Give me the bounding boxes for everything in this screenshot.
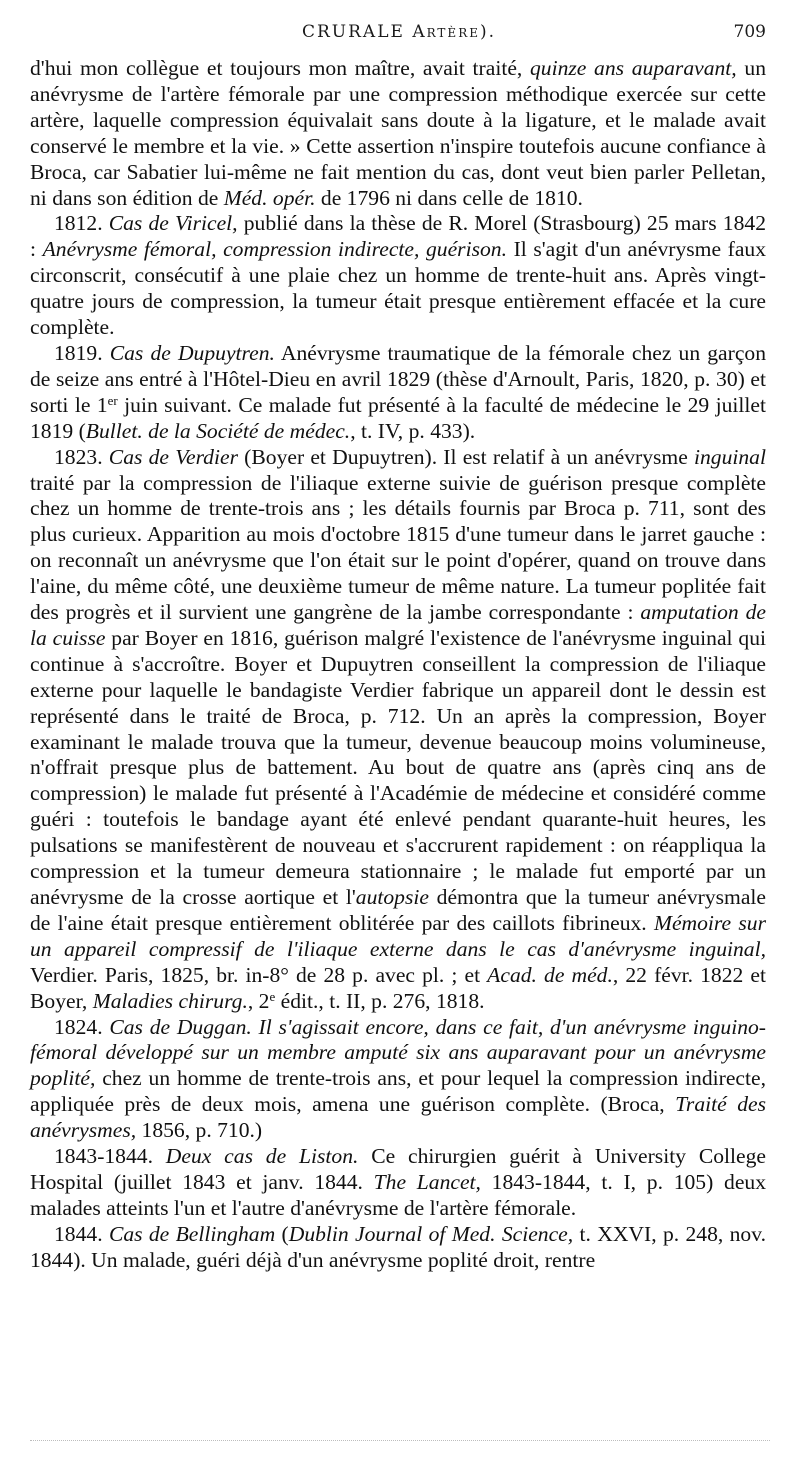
text-segment: 1812. xyxy=(54,211,109,236)
text-segment: chez un homme de trente-trois ans, et pour lequel la compression indirecte, appliquée près de deux mois, amena une guérison complète. (Broca, xyxy=(30,1066,766,1117)
paragraph-p2 xyxy=(30,341,766,445)
body-text xyxy=(30,56,766,1274)
text-segment: Deux cas de Liston. xyxy=(165,1144,359,1169)
text-segment: Anévrysme fémoral, compression indirecte, guérison. xyxy=(42,237,507,262)
text-segment: (Boyer et Dupuytren). Il est relatif à un anévrysme xyxy=(237,444,694,469)
text-segment: Mémoire sur un appareil compressif de l'iliaque externe dans le cas d'anévrysme inguinal, xyxy=(30,910,766,961)
text-segment: de 1796 ni dans celle de 1810. xyxy=(315,185,583,210)
text-segment: ( xyxy=(275,1221,289,1246)
text-segment: quinze ans auparavant, xyxy=(530,56,737,80)
text-segment: Ce chirurgien guérit à University College Hospital (juillet 1843 et janv. 1844. xyxy=(30,1144,766,1194)
text-segment: 1856, p. 710.) xyxy=(136,1118,263,1143)
text-segment: amputation de la cuisse xyxy=(30,600,766,650)
running-title-sub: Artère). xyxy=(412,22,497,42)
paragraph-p5 xyxy=(30,1144,766,1222)
text-segment: t. XXVI, p. 248, nov. 1844). Un malade, guéri déjà d'un anévrysme poplité droit, rentre xyxy=(30,1221,767,1272)
text-segment: par Boyer en 1816, guérison malgré l'existence de l'anévrysme inguinal qui continue à s'accroître. Boyer et Dupuytren conseillent la compression de l'iliaque externe pour laquelle le bandagiste Verdier fabrique un appareil dont le dessin est représenté dans le traité de Broca, p. 712. Un an après la compression, Boyer examinant le malade trouva que la tumeur, devenue beaucoup moins volumineuse, n'offrait presque plus de battement. Au bout de quatre ans (après cinq ans de compression) le malade fut présenté à l'Académie de médecine et considéré comme guéri : toutefois le bandage ayant été enlevé pendant quarante-huit heures, les pulsations se manifestèrent de nouveau et s'accrurent rapidement : on réappliqua la compression et la tumeur demeura stationnaire ; le malade fut emporté par un anévrysme de la crosse aortique et l' xyxy=(30,625,766,909)
text-segment: autopsie xyxy=(355,885,429,909)
text-segment: Bullet. de la Société de médec. xyxy=(85,418,351,443)
text-segment: Traité des anévrysmes, xyxy=(30,1092,766,1143)
bottom-scan-artifact xyxy=(30,1440,770,1445)
text-segment: Cas de Dupuytren. xyxy=(109,340,275,365)
text-segment: , 2 xyxy=(247,988,270,1013)
paragraph-p0 xyxy=(30,56,766,211)
text-segment: Verdier. Paris, 1825, br. in-8° de 28 p. avec pl. ; et xyxy=(30,962,488,987)
text-segment: Cas de Verdier xyxy=(108,444,238,469)
text-segment: Anévrysme traumatique de la fémorale chez un garçon de seize ans entré à l'Hôtel-Dieu en avril 1829 (thèse d'Arnoult, Paris, 1820, p. 30) et sorti le 1 xyxy=(30,340,767,417)
text-segment: Cas de Duggan. Il s'agissait encore, dans ce fait, d'un anévrysme inguino-fémoral développé sur un membre amputé six ans auparavant pour un anévrysme poplité, xyxy=(30,1014,766,1091)
text-segment: 1819. xyxy=(54,340,110,365)
page-number: 709 xyxy=(733,22,766,42)
text-segment: Méd. opér. xyxy=(223,185,316,210)
text-segment: publié dans la thèse de R. Morel (Strasbourg) 25 mars 1842 : xyxy=(30,211,766,262)
text-segment: Cas de Bellingham xyxy=(108,1221,276,1246)
paragraph-p3 xyxy=(30,445,766,1015)
paragraph-p6 xyxy=(30,1222,766,1274)
text-segment: inguinal xyxy=(694,444,766,469)
text-segment: Maladies chirurg. xyxy=(92,988,248,1013)
running-title xyxy=(302,22,496,42)
text-segment: d'hui mon collègue et toujours mon maître, avait traité, xyxy=(30,56,530,80)
text-segment: 1823. xyxy=(54,444,109,469)
text-segment: 1843-1844. xyxy=(54,1144,166,1169)
text-segment: 1844. xyxy=(54,1221,109,1246)
running-title-main: CRURALE xyxy=(302,22,405,42)
text-segment: juin suivant. Ce malade fut présenté à la faculté de médecine le 29 juillet 1819 ( xyxy=(30,392,766,443)
text-segment: 1824. xyxy=(54,1014,110,1039)
text-segment: démontra que la tumeur anévrysmale de l'aine était presque entièrement oblitérée par des caillots fibrineux. xyxy=(30,885,766,935)
document-page xyxy=(30,22,766,1274)
paragraph-p4 xyxy=(30,1015,766,1145)
text-segment: e xyxy=(269,988,276,1004)
text-segment: un anévrysme de l'artère fémorale par une compression méthodique exercée sur cette artère, laquelle compression équivalait sans doute à la ligature, et le malade avait conservé le membre et la vie. » Cette assertion n'inspire toutefois aucune confiance à Broca, car Sabatier lui-même ne fait mention du cas, dont veut bien parler Pelletan, ni dans son édition de xyxy=(30,56,766,210)
text-segment: The Lancet, xyxy=(373,1169,481,1194)
text-segment: Acad. de méd. xyxy=(487,962,613,987)
text-segment: édit., t. II, p. 276, 1818. xyxy=(275,988,485,1013)
text-segment: traité par la compression de l'iliaque externe suivie de guérison presque complète chez un homme de trente-trois ans ; les détails fournis par Broca p. 711, sont des plus curieux. Apparition au mois d'octobre 1815 d'une tumeur dans le jarret gauche : on reconnaît un anévrysme que l'on était sur le point d'opérer, quand on trouve dans l'aine, du même côté, une deuxième tumeur de même nature. La tumeur poplitée fait des progrès et il survient une gangrène de la jambe correspondante : xyxy=(30,470,766,625)
paragraph-p1 xyxy=(30,211,766,341)
text-segment: , t. IV, p. 433). xyxy=(350,418,476,443)
text-segment: Il s'agit d'un anévrysme faux circonscrit, consécutif à une plaie chez un homme de trente-huit ans. Après vingt-quatre jours de compression, la tumeur était presque entièrement effacée et la cure complète. xyxy=(30,237,767,340)
running-header xyxy=(30,22,766,56)
text-segment: 1843-1844, t. I, p. 105) deux malades atteints l'un et l'autre d'anévrysme de l'artère fémorale. xyxy=(30,1169,766,1220)
text-segment: , 22 févr. 1822 et Boyer, xyxy=(30,962,766,1013)
text-segment: Cas de Viricel, xyxy=(108,211,238,236)
text-segment: er xyxy=(107,392,118,408)
text-segment: Dublin Journal of Med. Science, xyxy=(288,1221,574,1246)
